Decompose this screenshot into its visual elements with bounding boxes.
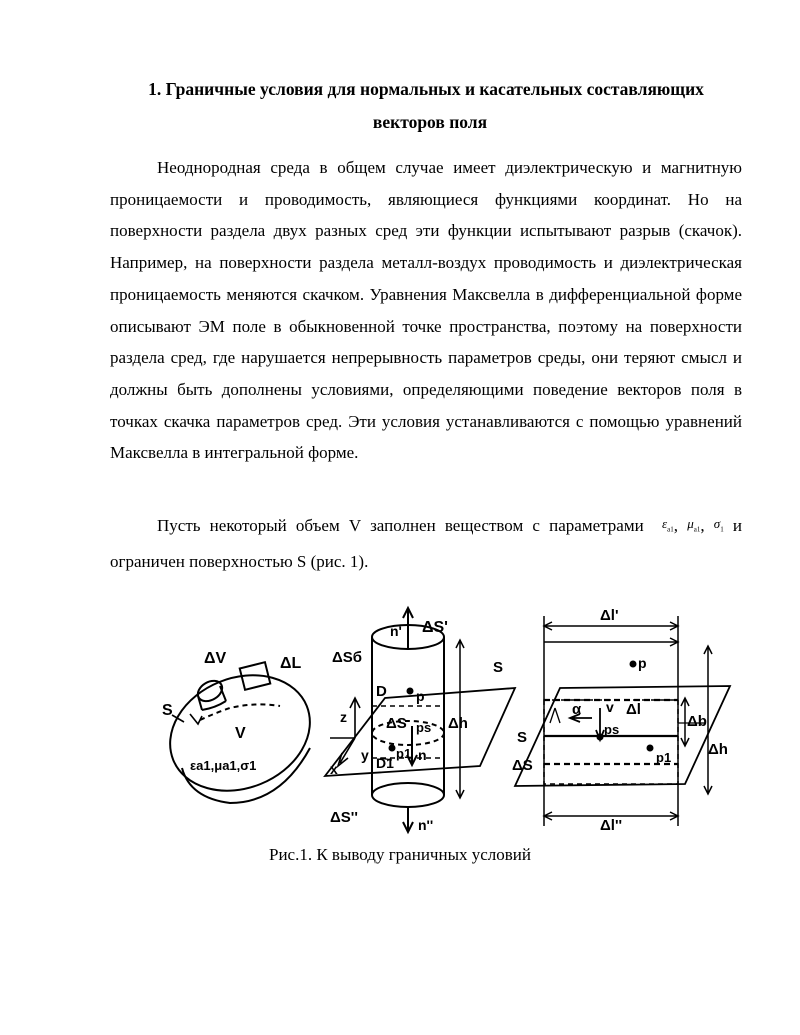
- label-delta-l-double-prime: Δl'': [600, 817, 623, 834]
- label-delta-l: Δl: [626, 701, 641, 718]
- figure-contour-diagram: [512, 607, 730, 834]
- paragraph-volume-v-lead: Пусть некоторый объем V заполнен веществом с параметрами: [157, 516, 644, 535]
- label-surface-s-middle: S: [493, 659, 504, 676]
- label-point-d1: D1: [376, 755, 394, 771]
- label-delta-b: Δb: [687, 713, 707, 730]
- section-heading-line-2: векторов поля: [372, 112, 488, 132]
- label-delta-h-right: Δh: [708, 741, 728, 758]
- label-volume-v: V: [235, 725, 246, 742]
- label-delta-s-right: ΔS: [512, 757, 533, 774]
- label-axis-z: z: [340, 709, 347, 725]
- label-normal-n: n: [418, 747, 427, 763]
- label-delta-s-prime: ΔS': [422, 619, 448, 636]
- label-delta-h-middle: Δh: [448, 715, 468, 732]
- figure-volume-diagram: [160, 650, 327, 811]
- label-delta-s-side: ΔSб: [332, 649, 363, 666]
- label-delta-l-prime: Δl': [600, 607, 619, 624]
- figure-boundary-conditions: [160, 598, 740, 838]
- label-normal-n-double-prime: n'': [418, 817, 434, 833]
- figure-caption: Рис.1. К выводу граничных условий: [269, 845, 531, 864]
- label-vector-v: v: [606, 699, 614, 715]
- label-surface-s: S: [162, 702, 173, 719]
- label-delta-s: ΔS: [386, 715, 407, 732]
- label-surface-s-right: S: [517, 729, 528, 746]
- label-axis-x: x: [330, 761, 338, 777]
- parameter-mu: $\mu_{a1}$: [687, 516, 701, 534]
- paragraph-inhomogeneous-medium: Неоднородная среда в общем случае имеет диэлектрическую и магнитную проницаемости и проводимость, являющиеся функциями координат. Но на поверхности раздела двух разных сред эти функции испытывают разрыв (скачок). Например, на поверхности раздела металл-воздух проводимость и диэлектрическая проницаемость меняются скачком. Уравнения Максвелла в дифференциальной форме описывают ЭМ поле в обыкновенной точке пространства, поэтому на поверхности раздела сред, где нарушается непрерывность параметров среды, они теряют смысл и должны быть дополнены условиями, определяющими поведение векторов поля в точках скачка параметров сред. Эти условия устанавливаются с помощью уравнений Максвелла в интегральной форме.: [110, 158, 742, 463]
- parameter-sigma: $\sigma_1$: [713, 516, 724, 534]
- figure-cylinder-diagram: [325, 608, 515, 833]
- label-normal-n-prime: n': [390, 623, 402, 639]
- section-heading-line-1: 1. Граничные условия для нормальных и касательных составляющих: [148, 79, 704, 99]
- label-point-p1-right: p1: [656, 750, 672, 765]
- paragraph-volume-v: Пусть некоторый объем V заполнен веществом с параметрами $\varepsilon_{a1}$, $\mu_{a1}$, $\sigma_1$ и ограничен поверхностью S (рис. 1).: [110, 516, 743, 572]
- label-delta-l: ΔL: [280, 655, 302, 672]
- parameter-epsilon: $\varepsilon_{a1}$: [662, 516, 674, 534]
- paragraph-volume-v-tail: и ограничен поверхностью S (рис. 1).: [110, 516, 743, 572]
- label-point-p: p: [416, 688, 425, 704]
- label-medium-params: εa1,μa1,σ1: [190, 758, 257, 773]
- label-point-ps-right: ps: [604, 722, 620, 737]
- label-delta-v: ΔV: [204, 650, 227, 667]
- label-delta-s-double-prime: ΔS'': [330, 809, 358, 826]
- label-point-p1: p1: [396, 746, 412, 761]
- label-point-d: D: [376, 683, 387, 700]
- label-axis-y: y: [361, 747, 369, 763]
- label-alpha: α: [572, 701, 582, 718]
- label-point-ps: ps: [416, 720, 432, 735]
- label-point-p-right: p: [638, 655, 647, 671]
